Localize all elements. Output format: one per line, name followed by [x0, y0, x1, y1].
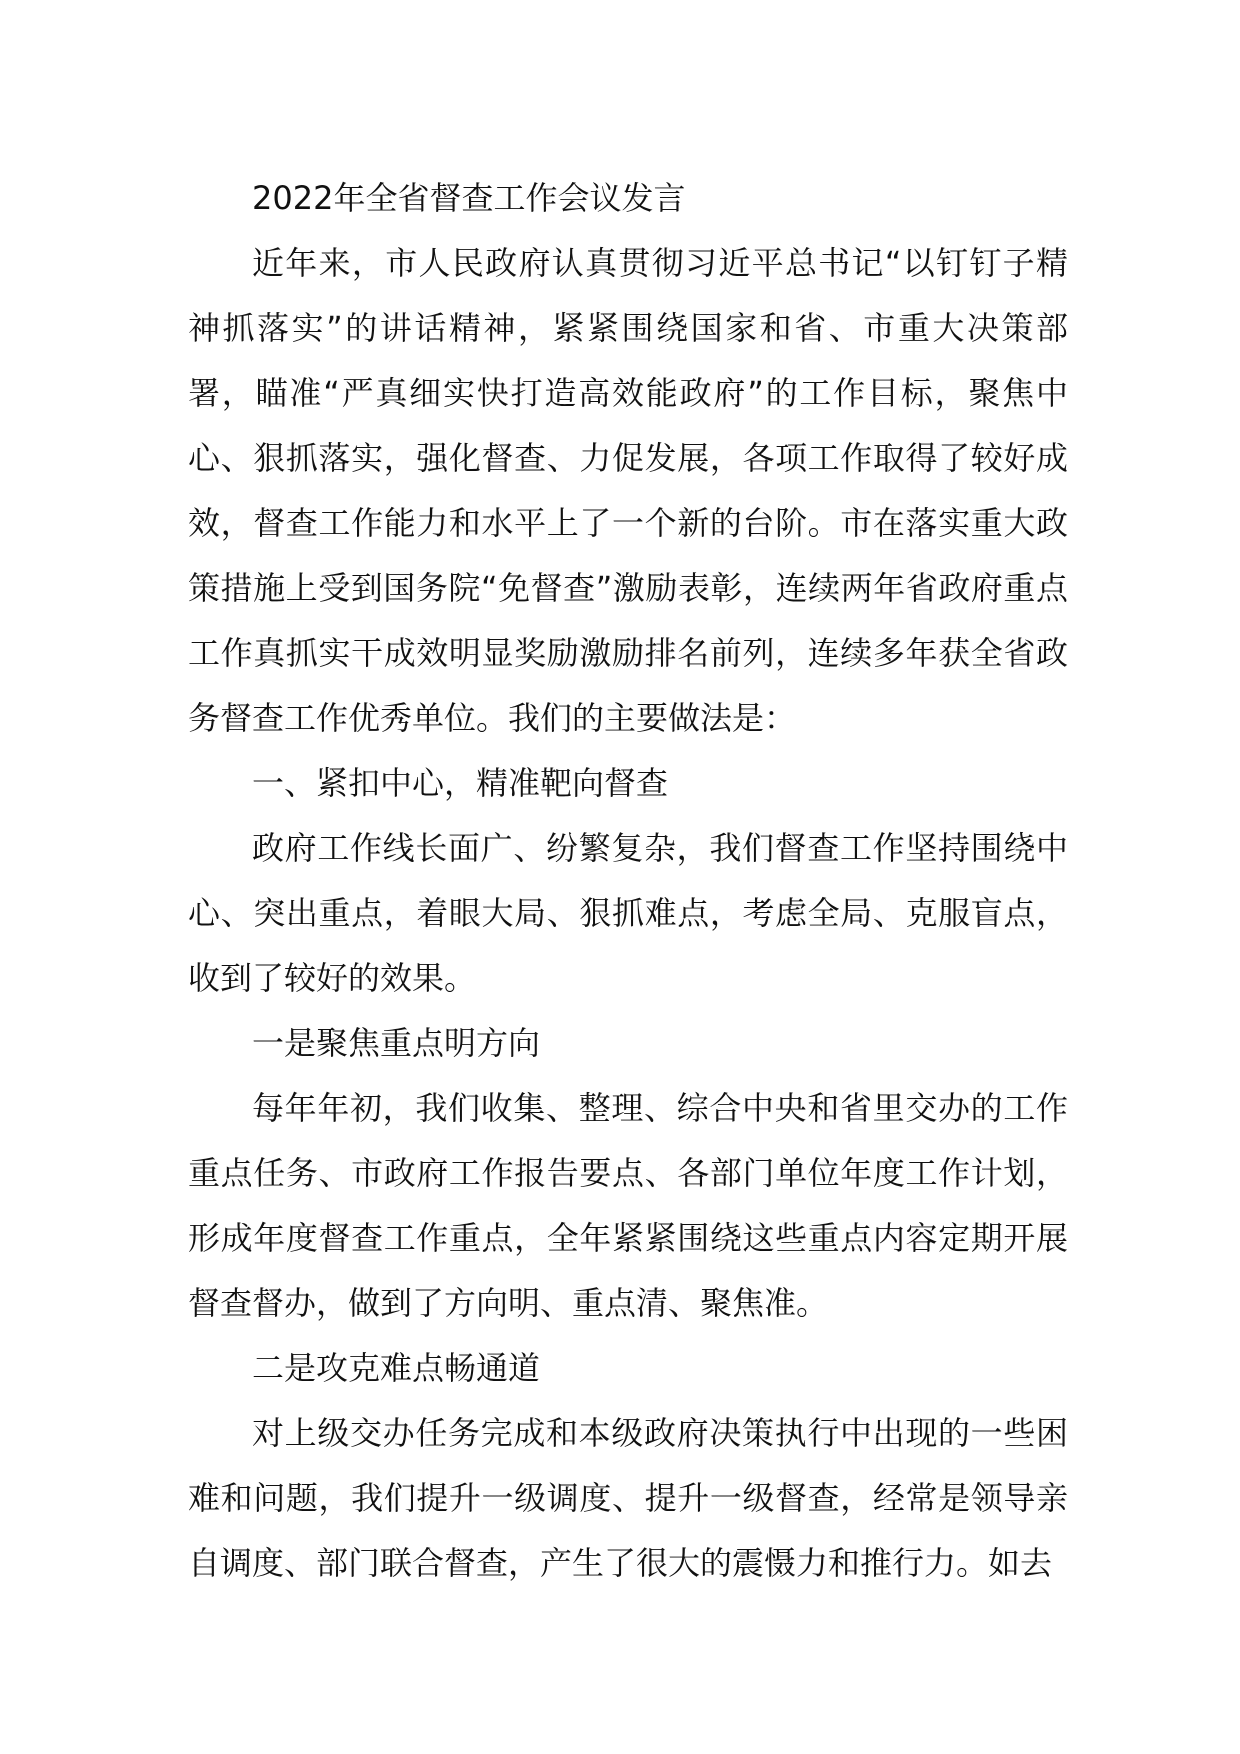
point-heading-2: 二是攻克难点畅通道: [252, 1349, 541, 1387]
intro-paragraph: 近年来，市人民政府认真贯彻习近平总书记“以钉钉子精神抓落实”的讲话精神，紧紧围绕国家和省、市重大决策部署，瞄准“严真细实快打造高效能政府”的工作目标，聚焦中心、狠抓落实，强化督查、力促发展，各项工作取得了较好成效，督查工作能力和水平上了一个新的台阶。市在落实重大政策措施上受到国务院“免督查”激励表彰，连续两年省政府重点工作真抓实干成效明显奖励激励排名前列，连续多年获全省政务督查工作优秀单位。我们的主要做法是：: [188, 244, 1068, 737]
section-heading-1: 一、紧扣中心，精准靶向督查: [252, 764, 669, 802]
section-paragraph-1: 政府工作线长面广、纷繁复杂，我们督查工作坚持围绕中心、突出重点，着眼大局、狠抓难点，考虑全局、克服盲点，收到了较好的效果。: [188, 829, 1068, 997]
point-heading-1: 一是聚焦重点明方向: [252, 1024, 541, 1062]
document-title: 2022年全省督查工作会议发言: [252, 179, 686, 217]
document-body: [188, 166, 1068, 1596]
point-paragraph-2: 对上级交办任务完成和本级政府决策执行中出现的一些困难和问题，我们提升一级调度、提升一级督查，经常是领导亲自调度、部门联合督查，产生了很大的震慑力和推行力。如去: [188, 1414, 1068, 1582]
point-paragraph-1: 每年年初，我们收集、整理、综合中央和省里交办的工作重点任务、市政府工作报告要点、各部门单位年度工作计划，形成年度督查工作重点，全年紧紧围绕这些重点内容定期开展督查督办，做到了方向明、重点清、聚焦准。: [188, 1089, 1068, 1322]
